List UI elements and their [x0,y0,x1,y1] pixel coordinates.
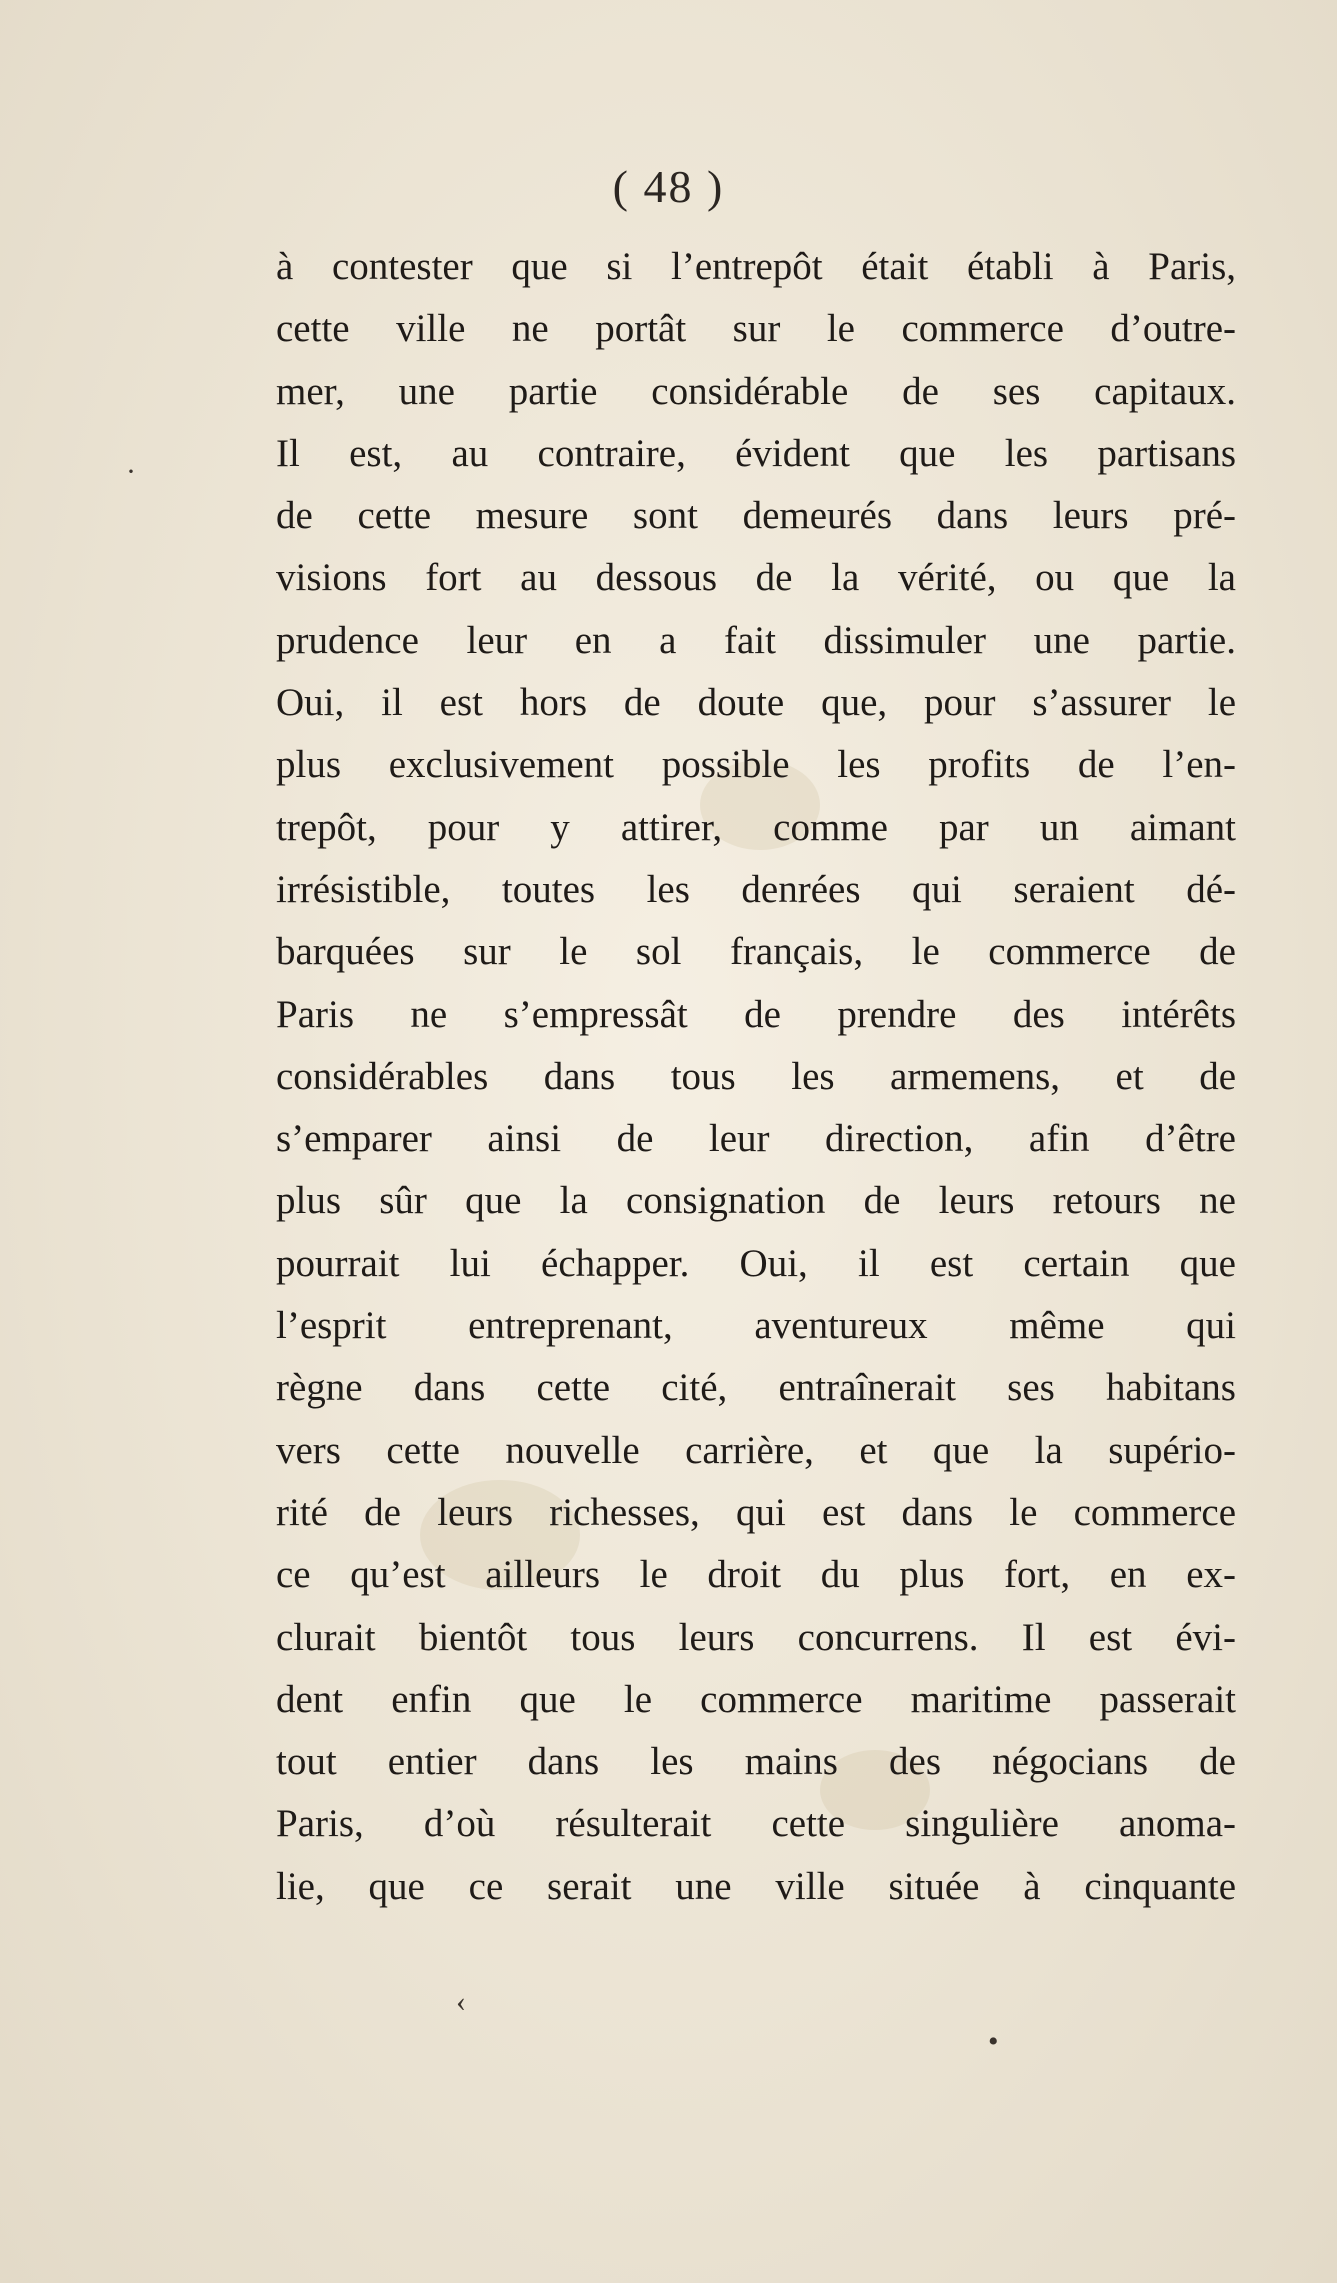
text-line: plus sûr que la consignation de leurs retours ne [276,1179,1236,1223]
text-line: pourrait lui échapper. Oui, il est certain que [276,1241,1236,1285]
text-line: irrésistible, toutes les denrées qui seraient dé- [276,867,1236,911]
text-line: de cette mesure sont demeurés dans leurs pré- [276,494,1236,538]
ink-speck: • [988,2025,999,2058]
text-line: plus exclusivement possible les profits de l’en- [276,743,1236,787]
text-line: à contester que si l’entrepôt était établi à Paris, [276,245,1236,288]
text-line: ce qu’est ailleurs le droit du plus fort, en ex- [276,1553,1236,1597]
text-line: l’esprit entreprenant, aventureux même qui [276,1304,1236,1348]
text-line: barquées sur le sol français, le commerce de [276,930,1236,974]
text-line: règne dans cette cité, entraînerait ses habitans [276,1366,1236,1410]
page-number: ( 48 ) [612,161,725,212]
text-line: vers cette nouvelle carrière, et que la supério- [276,1428,1236,1472]
ink-speck: · [126,455,136,488]
text-line: mer, une partie considérable de ses capitaux. [276,369,1236,413]
body-text [276,236,1236,1918]
text-line: Oui, il est hors de doute que, pour s’assurer le [276,681,1236,725]
text-line: clurait bientôt tous leurs concurrens. Il est évi- [276,1615,1236,1659]
text-line: tout entier dans les mains des négocians de [276,1740,1236,1784]
text-line: lie, que ce serait une ville située à cinquante [276,1864,1236,1908]
text-line: prudence leur en a fait dissimuler une partie. [276,618,1236,662]
text-line: s’emparer ainsi de leur direction, afin d’être [276,1117,1236,1161]
text-line: considérables dans tous les armemens, et de [276,1054,1236,1098]
text-line: Il est, au contraire, évident que les partisans [276,431,1236,475]
text-line: dent enfin que le commerce maritime passerait [276,1677,1236,1721]
ink-speck: ‹ [456,1985,466,2018]
text-line: rité de leurs richesses, qui est dans le commerce [276,1490,1236,1534]
text-line: Paris, d’où résulterait cette singulière anoma- [276,1802,1236,1846]
text-line: visions fort au dessous de la vérité, ou que la [276,556,1236,600]
text-line: trepôt, pour y attirer, comme par un aimant [276,805,1236,849]
text-line: cette ville ne portât sur le commerce d’outre- [276,307,1236,351]
text-line: Paris ne s’empressât de prendre des intérêts [276,992,1236,1036]
